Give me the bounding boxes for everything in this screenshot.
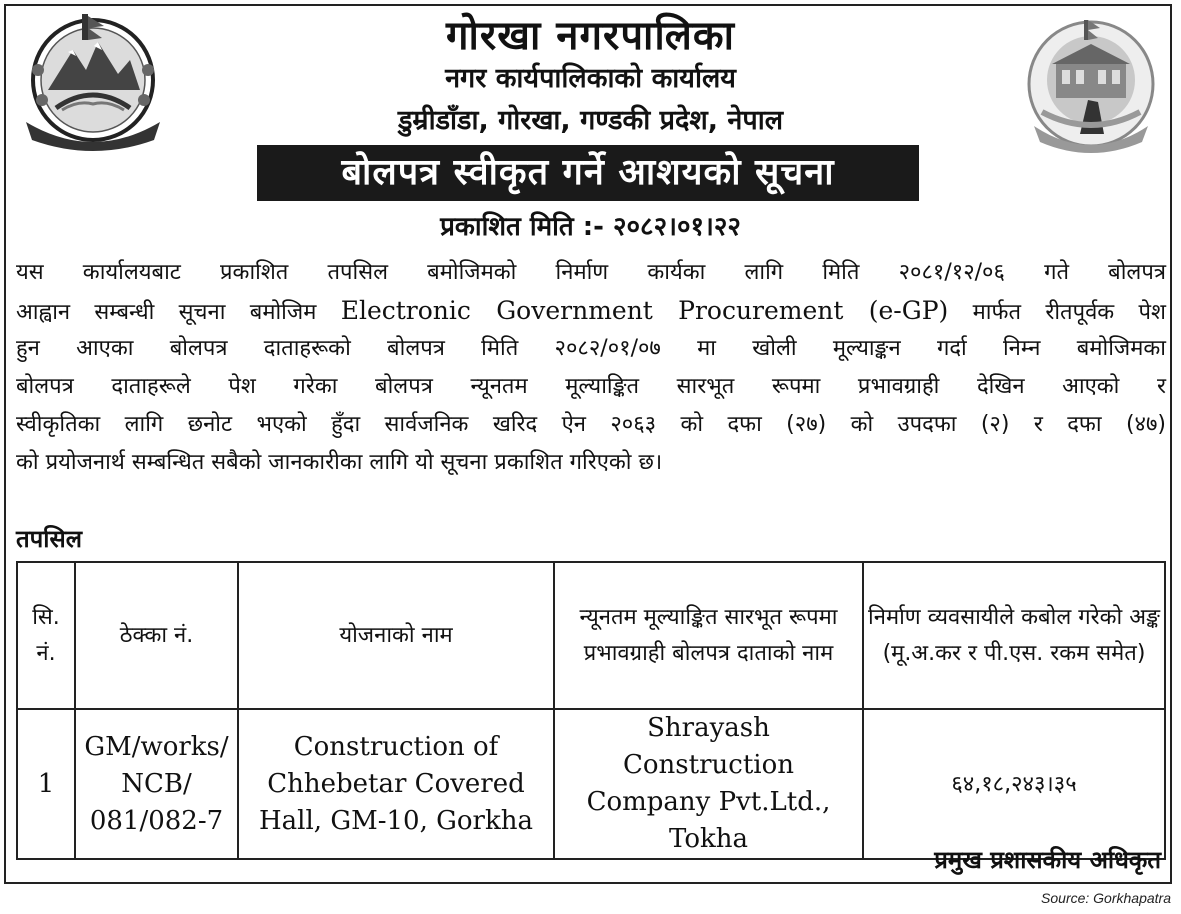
col-header-bidder: न्यूनतम मूल्याङ्कित सारभूत रूपमा प्रभावग्राही बोलपत्र दाताको नाम — [554, 562, 863, 709]
body-line2-post: मार्फत रीतपूर्वक पेश — [972, 300, 1166, 325]
notice-body — [16, 254, 1166, 482]
body-line: स्वीकृतिका लागि छनोट भएको हुँदा सार्वजनिक खरिद ऐन २०६३ को दफा (२७) को उपदफा (२) र दफा (४७) — [16, 412, 1166, 437]
cell-contract: GM/works/ NCB/ 081/082-7 — [75, 709, 238, 859]
body-line: को प्रयोजनार्थ सम्बन्धित सबैको जानकारीका लागि यो सूचना प्रकाशित गरिएको छ। — [16, 450, 663, 475]
egp-term: Electronic Government Procurement (e-GP) — [340, 296, 949, 325]
col-header-amount: निर्माण व्यवसायीले कबोल गरेको अङ्क (मू.अ.कर र पी.एस. रकम समेत) — [863, 562, 1165, 709]
body-line: बोलपत्र दाताहरूले पेश गरेका बोलपत्र न्यूनतम मूल्याङ्कित सारभूत रूपमा प्रभावग्राही देखिन आएको र — [16, 374, 1166, 399]
table-header-row — [17, 562, 1165, 709]
body-line: यस कार्यालयबाट प्रकाशित तपसिल बमोजिमको निर्माण कार्यका लागि मिति २०८१/१२/०६ गते बोलपत्र — [16, 260, 1166, 285]
body-line — [16, 292, 1166, 330]
published-date: प्रकाशित मिति :- २०८२।०१।२२ — [440, 212, 741, 242]
municipality-title: गोरखा नगरपालिका — [446, 13, 735, 59]
signatory-title: प्रमुख प्रशासकीय अधिकृत — [934, 846, 1161, 874]
source-credit: Source: Gorkhapatra — [1041, 890, 1171, 906]
col-header-contract: ठेक्का नं. — [75, 562, 238, 709]
cell-bidder: Shrayash Construction Company Pvt.Ltd., Tokha — [554, 709, 863, 859]
office-address: डुम्रीडाँडा, गोरखा, गण्डकी प्रदेश, नेपाल — [397, 105, 784, 136]
col-header-project: योजनाको नाम — [238, 562, 554, 709]
cell-sn: 1 — [17, 709, 75, 859]
cell-amount: ६४,१८,२४३।३५ — [863, 709, 1165, 859]
body-line: हुन आएका बोलपत्र दाताहरूको बोलपत्र मिति २०८२/०१/०७ मा खोली मूल्याङ्कन गर्दा निम्न बमोजिमका — [16, 336, 1166, 361]
body-line2-pre: आह्वान सम्बन्धी सूचना बमोजिम — [16, 300, 317, 325]
office-name: नगर कार्यपालिकाको कार्यालय — [445, 63, 736, 94]
details-label: तपसिल — [16, 525, 83, 553]
notice-heading: बोलपत्र स्वीकृत गर्ने आशयको सूचना — [257, 145, 919, 201]
cell-project: Construction of Chhebetar Covered Hall, GM-10, Gorkha — [238, 709, 554, 859]
col-header-sn: सि. नं. — [17, 562, 75, 709]
bid-table — [16, 561, 1166, 860]
table-row — [17, 709, 1165, 859]
